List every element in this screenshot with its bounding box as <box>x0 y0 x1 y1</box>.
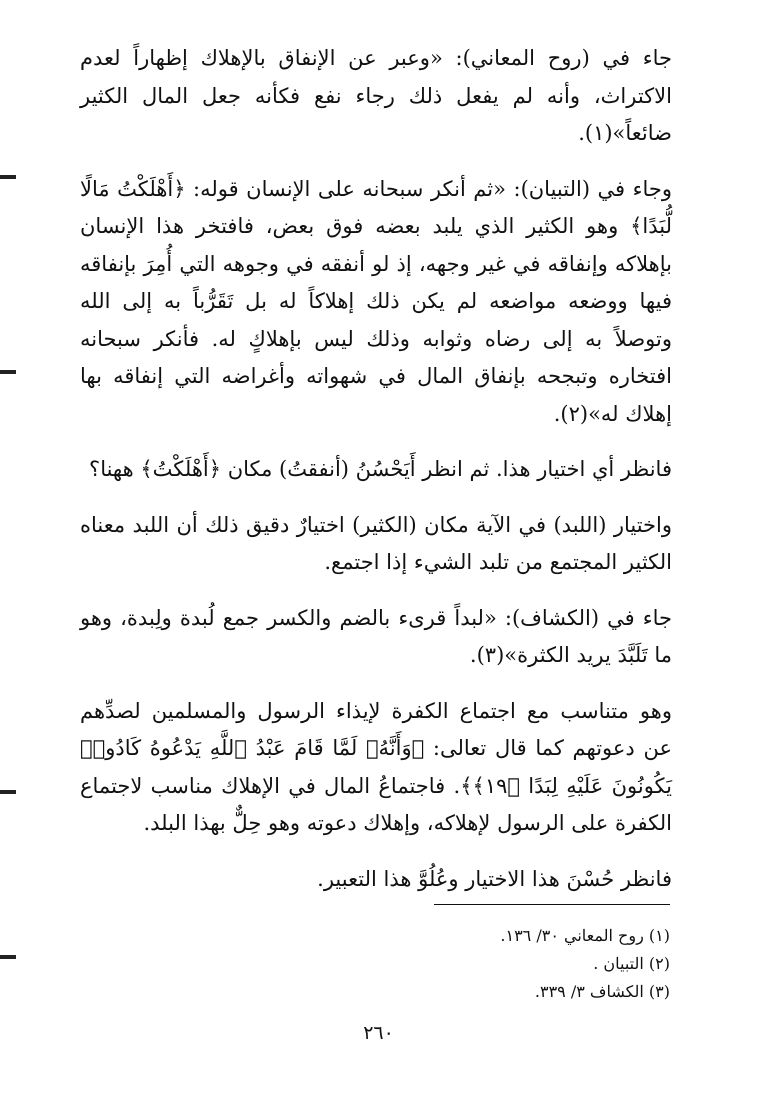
margin-mark-2 <box>0 370 16 374</box>
paragraph-conclusion: فانظر حُسْنَ هذا الاختيار وعُلُوَّ هذا التعبير. <box>317 866 672 891</box>
footnote-1: (١) روح المعاني ٣٠/ ١٣٦. <box>500 926 670 945</box>
paragraph-ruh-al-maani: جاء في (روح المعاني): «وعبر عن الإنفاق بالإهلاك إظهاراً لعدم الاكتراث، وأنه لم يفعل ذلك رجاء نفع فكأنه جعل المال الكثير ضائعاً»(١). <box>80 46 672 145</box>
page-number: ٢٦٠ <box>363 1022 394 1044</box>
page-body <box>80 40 672 898</box>
paragraph-kashshaf: جاء في (الكشاف): «لبداً قرىء بالضم والكسر جمع لُبدة ولِبدة، وهو ما تَلَبَّدَ يريد الكثرة»(٣). <box>80 605 672 667</box>
margin-mark-3 <box>0 790 16 794</box>
paragraph-tibyan: وجاء في (التبيان): «ثم أنكر سبحانه على الإنسان قوله: ﴿أَهْلَكْتُ مَالًا لُّبَدًا﴾ وهو الكثير الذي يلبد بعضه فوق بعض، فافتخر هذا الإنسان بإهلاكه وإنفاقه في غير وجهه، إذ لو أنفقه في وجوهه التي أُمِرَ بإنفاقه فيها ووضعه مواضعه لم يكن ذلك إهلاكاً له بل تَقَرُّباً به إلى الله وتوصلاً به إلى رضاه وثوابه وذلك ليس بإهلاكٍ له. فأنكر سبحانه افتخاره وتبجحه بإنفاق المال في شهواته وأغراضه التي إنفاقه بها إهلاك له»(٢). <box>80 176 673 426</box>
margin-mark-1 <box>0 175 16 179</box>
margin-mark-4 <box>0 955 16 959</box>
paragraph-lubad: واختيار (اللبد) في الآية مكان (الكثير) اختيارٌ دقيق ذلك أن اللبد معناه الكثير المجتمع من تلبد الشيء إذا اجتمع. <box>80 512 672 574</box>
footnote-divider <box>434 904 670 905</box>
paragraph-choice: فانظر أي اختيار هذا. ثم انظر أَيَحْسُنُ (أنفقتُ) مكان ﴿أَهْلَكْتُ﴾ ههنا؟ <box>89 457 672 481</box>
footnotes <box>270 922 670 1006</box>
paragraph-gathering: وهو متناسب مع اجتماع الكفرة لإيذاء الرسول والمسلمين لصدِّهم عن دعوتهم كما قال تعالى: ﴿وَأَنَّهُۥ لَمَّا قَامَ عَبْدُ ٱللَّهِ يَدْعُوهُ كَادُوا۟ يَكُونُونَ عَلَيْهِ لِبَدًا ﴿١٩﴾﴾. فاجتماعُ المال في الإهلاك مناسب لاجتماع الكفرة على الرسول لإهلاكه، وإهلاك دعوته وهو حِلٌّ بهذا البلد. <box>80 698 672 835</box>
footnote-2: (٢) التبيان . <box>593 954 670 973</box>
footnote-3: (٣) الكشاف ٣/ ٣٣٩. <box>534 982 670 1001</box>
